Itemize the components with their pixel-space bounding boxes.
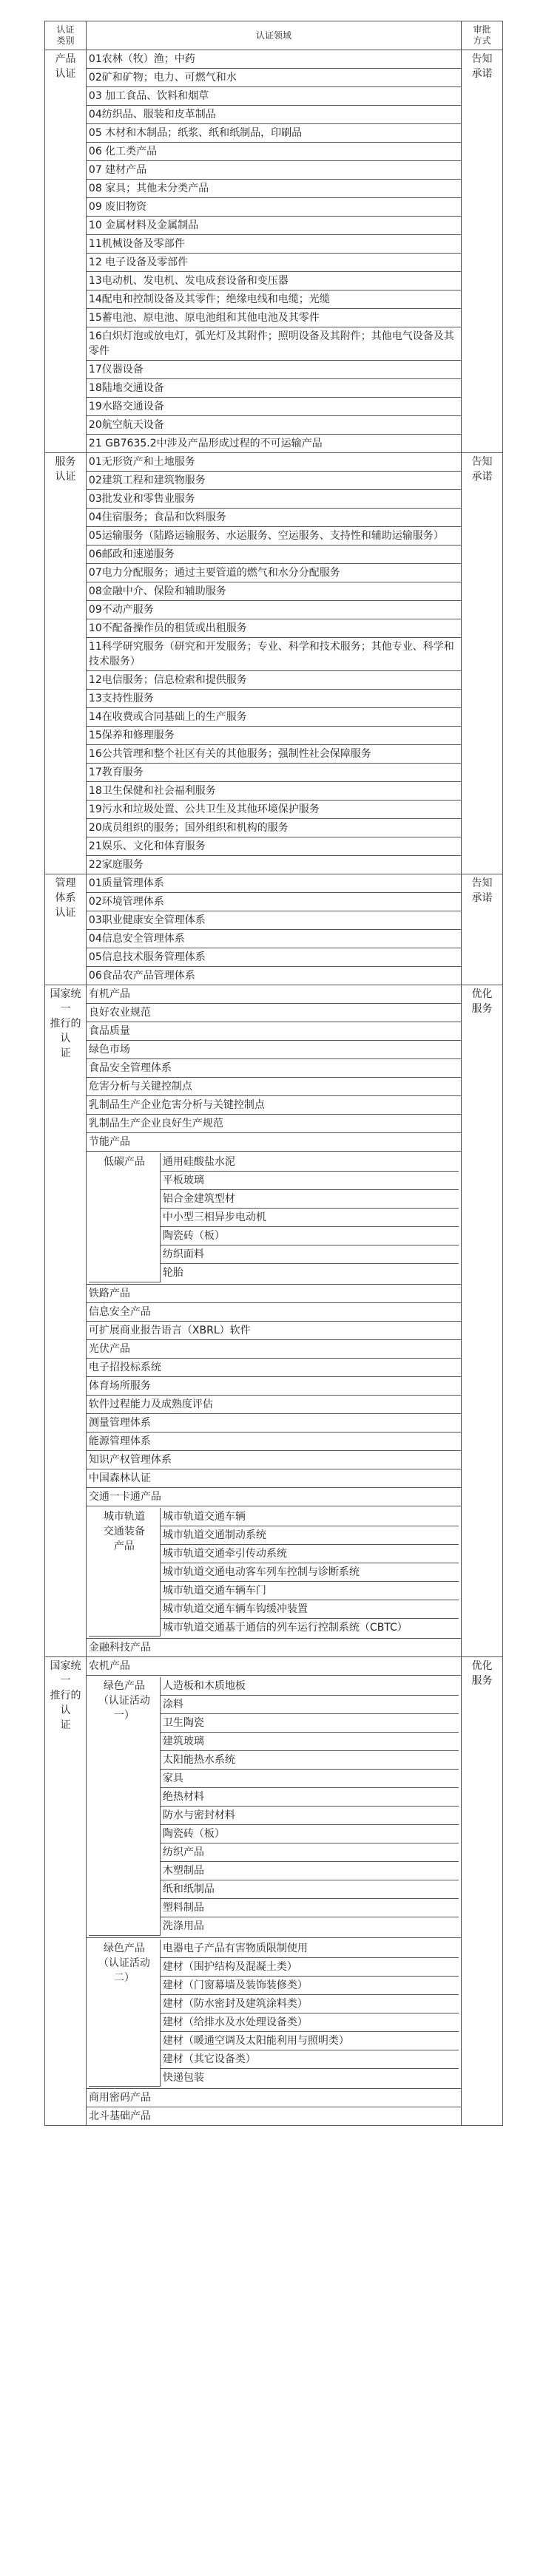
product-item: 05 木材和木制品；纸浆、纸和纸制品，印刷品 bbox=[86, 124, 461, 143]
national1-rail-subitem: 城市轨道交通车辆车钩缓冲装置 bbox=[160, 1600, 459, 1618]
service-item: 18卫生保健和社会福利服务 bbox=[86, 782, 461, 801]
national2-green1-subitem: 防水与密封材料 bbox=[160, 1807, 459, 1825]
service-item: 05运输服务（陆路运输服务、水运服务、空运服务、支持性和辅助运输服务） bbox=[86, 527, 461, 546]
national1-low_carbon-subrow bbox=[89, 1153, 459, 1172]
national1-low_carbon-subitem: 铝合金建筑型材 bbox=[160, 1190, 459, 1209]
national2-green1-subitem: 涂料 bbox=[160, 1696, 459, 1714]
service-item: 01无形资产和土地服务 bbox=[86, 453, 461, 472]
national1-row bbox=[45, 1450, 503, 1469]
national1-row bbox=[45, 1469, 503, 1487]
product-item: 06 化工类产品 bbox=[86, 143, 461, 161]
national2-green1-group-label: 绿色产品 （认证活动 一） bbox=[89, 1677, 161, 1935]
product-item: 03 加工食品、饮料和烟草 bbox=[86, 87, 461, 106]
national2-category: 国家统一 推行的认 证 bbox=[45, 1657, 87, 2126]
product-item: 08 家具；其他未分类产品 bbox=[86, 180, 461, 198]
certification-table bbox=[44, 21, 503, 2126]
service-item: 10不配备操作员的租赁或出租服务 bbox=[86, 619, 461, 638]
national2-green2-subitem: 建材（围护结构及混凝土类） bbox=[160, 1957, 459, 1976]
national1-rail-group-row bbox=[45, 1506, 503, 1639]
header-row bbox=[45, 21, 503, 50]
service-item: 04住宿服务；食品和饮料服务 bbox=[86, 509, 461, 527]
service-row bbox=[45, 619, 503, 638]
national1-item: 电子招投标系统 bbox=[86, 1358, 461, 1376]
management-row bbox=[45, 948, 503, 967]
product-row bbox=[45, 361, 503, 379]
product-item: 16白炽灯泡或放电灯，弧光灯及其附件；照明设备及其附件；其他电气设备及其零件 bbox=[86, 327, 461, 361]
national1-method: 优化 服务 bbox=[462, 985, 503, 1657]
national2-green1-subitem: 建筑玻璃 bbox=[160, 1733, 459, 1751]
national1-item: 可扩展商业报告语言（XBRL）软件 bbox=[86, 1321, 461, 1339]
product-item: 19水路交通设备 bbox=[86, 398, 461, 416]
header-method: 审批 方式 bbox=[462, 21, 503, 50]
management-row bbox=[45, 930, 503, 948]
management-item: 06食品农产品管理体系 bbox=[86, 967, 461, 985]
service-row bbox=[45, 837, 503, 856]
product-row bbox=[45, 290, 503, 309]
product-row bbox=[45, 379, 503, 398]
national1-rail-subitem: 城市轨道交通制动系统 bbox=[160, 1526, 459, 1544]
service-item: 03批发业和零售业服务 bbox=[86, 490, 461, 509]
national1-item: 乳制品生产企业危害分析与关键控制点 bbox=[86, 1096, 461, 1115]
management-item: 01质量管理体系 bbox=[86, 874, 461, 893]
national1-item: 铁路产品 bbox=[86, 1284, 461, 1302]
national2-green1-subitem: 人造板和木质地板 bbox=[160, 1677, 459, 1696]
national2-method: 优化 服务 bbox=[462, 1657, 503, 2126]
management-row bbox=[45, 911, 503, 930]
national1-item: 体育场所服务 bbox=[86, 1376, 461, 1395]
product-item: 14配电和控制设备及其零件；绝缘电线和电缆；光缆 bbox=[86, 290, 461, 309]
national2-green1-subitem: 绝热材料 bbox=[160, 1788, 459, 1807]
service-item: 22家庭服务 bbox=[86, 856, 461, 874]
management-row bbox=[45, 893, 503, 911]
service-row bbox=[45, 764, 503, 782]
national1-item: 食品质量 bbox=[86, 1022, 461, 1041]
national1-row bbox=[45, 1395, 503, 1413]
product-item: 11机械设备及零部件 bbox=[86, 235, 461, 254]
national2-green2-group-cell bbox=[86, 1937, 461, 2089]
national1-rail-subrow bbox=[89, 1508, 459, 1526]
national2-green2-subitem: 电器电子产品有害物质限制使用 bbox=[160, 1940, 459, 1958]
service-row bbox=[45, 671, 503, 690]
national1-item: 交通一卡通产品 bbox=[86, 1487, 461, 1506]
product-row bbox=[45, 254, 503, 272]
management-item: 04信息安全管理体系 bbox=[86, 930, 461, 948]
national1-low_carbon-subitem: 通用硅酸盐水泥 bbox=[160, 1153, 459, 1172]
service-row bbox=[45, 546, 503, 564]
product-category: 产品 认证 bbox=[45, 50, 87, 453]
national1-item: 金融科技产品 bbox=[86, 1639, 461, 1657]
service-row bbox=[45, 582, 503, 601]
product-item: 15蓄电池、原电池、原电池组和其他电池及其零件 bbox=[86, 309, 461, 327]
national2-green1-subitem: 纺织产品 bbox=[160, 1843, 459, 1862]
national2-green2-subitem: 建材（暖通空调及太阳能利用与照明类） bbox=[160, 2031, 459, 2050]
national1-rail-group-label: 城市轨道 交通装备 产品 bbox=[89, 1508, 161, 1637]
national1-row bbox=[45, 1302, 503, 1321]
service-item: 15保养和修理服务 bbox=[86, 727, 461, 745]
national1-low_carbon-subitem: 平板玻璃 bbox=[160, 1172, 459, 1190]
service-item: 16公共管理和整个社区有关的其他服务；强制性社会保障服务 bbox=[86, 745, 461, 764]
national1-row bbox=[45, 1432, 503, 1450]
national1-row bbox=[45, 1358, 503, 1376]
service-row bbox=[45, 745, 503, 764]
product-row bbox=[45, 272, 503, 290]
national1-row bbox=[45, 1376, 503, 1395]
service-item: 07电力分配服务；通过主要管道的燃气和水分分配服务 bbox=[86, 564, 461, 582]
product-row bbox=[45, 50, 503, 69]
product-item: 09 废旧物资 bbox=[86, 198, 461, 217]
national2-item: 农机产品 bbox=[86, 1657, 461, 1676]
national1-row bbox=[45, 1133, 503, 1152]
service-row bbox=[45, 819, 503, 837]
product-item: 04纺织品、服装和皮革制品 bbox=[86, 106, 461, 124]
national2-green1-subitem: 太阳能热水系统 bbox=[160, 1751, 459, 1770]
service-row bbox=[45, 527, 503, 546]
product-row bbox=[45, 217, 503, 235]
national1-item: 危害分析与关键控制点 bbox=[86, 1078, 461, 1096]
management-item: 02环境管理体系 bbox=[86, 893, 461, 911]
product-item: 21 GB7635.2中涉及产品形成过程的不可运输产品 bbox=[86, 435, 461, 453]
national2-green1-subitem: 塑料制品 bbox=[160, 1899, 459, 1917]
national1-row bbox=[45, 1321, 503, 1339]
product-method: 告知 承诺 bbox=[462, 50, 503, 453]
product-row bbox=[45, 180, 503, 198]
national1-item: 绿色市场 bbox=[86, 1041, 461, 1059]
national1-item: 能源管理体系 bbox=[86, 1432, 461, 1450]
national2-item: 北斗基础产品 bbox=[86, 2107, 461, 2126]
national1-row bbox=[45, 1284, 503, 1302]
service-row bbox=[45, 601, 503, 619]
national2-green2-group-table bbox=[89, 1940, 459, 2087]
national2-green2-subitem: 快递包装 bbox=[160, 2068, 459, 2087]
product-row bbox=[45, 161, 503, 180]
service-row bbox=[45, 472, 503, 490]
product-row bbox=[45, 235, 503, 254]
national1-low_carbon-subitem: 中小型三相异步电动机 bbox=[160, 1209, 459, 1227]
product-row bbox=[45, 143, 503, 161]
service-method: 告知 承诺 bbox=[462, 453, 503, 874]
national1-row bbox=[45, 1041, 503, 1059]
national1-item: 良好农业规范 bbox=[86, 1004, 461, 1022]
national2-green1-subrow bbox=[89, 1677, 459, 1696]
national1-rail-group-table bbox=[89, 1508, 459, 1637]
service-item: 14在收费或合同基础上的生产服务 bbox=[86, 708, 461, 727]
product-row bbox=[45, 398, 503, 416]
product-row bbox=[45, 309, 503, 327]
national2-green1-subitem: 纸和纸制品 bbox=[160, 1880, 459, 1899]
national1-item: 节能产品 bbox=[86, 1133, 461, 1152]
national1-row bbox=[45, 1413, 503, 1432]
product-item: 18陆地交通设备 bbox=[86, 379, 461, 398]
product-row bbox=[45, 106, 503, 124]
national1-row bbox=[45, 1078, 503, 1096]
national1-item: 食品安全管理体系 bbox=[86, 1059, 461, 1078]
national1-rail-subitem: 城市轨道交通车辆车门 bbox=[160, 1581, 459, 1600]
service-row bbox=[45, 564, 503, 582]
national2-green1-subitem: 家具 bbox=[160, 1770, 459, 1788]
national1-item: 知识产权管理体系 bbox=[86, 1450, 461, 1469]
product-row bbox=[45, 327, 503, 361]
national1-row bbox=[45, 1059, 503, 1078]
national1-row bbox=[45, 1115, 503, 1133]
service-item: 19污水和垃圾处置、公共卫生及其他环境保护服务 bbox=[86, 801, 461, 819]
national2-green1-subitem: 陶瓷砖（板） bbox=[160, 1825, 459, 1843]
service-row bbox=[45, 708, 503, 727]
management-row bbox=[45, 967, 503, 985]
service-row bbox=[45, 690, 503, 708]
service-row bbox=[45, 509, 503, 527]
service-item: 02建筑工程和建筑物服务 bbox=[86, 472, 461, 490]
service-item: 06邮政和速递服务 bbox=[86, 546, 461, 564]
national1-item: 有机产品 bbox=[86, 985, 461, 1004]
product-item: 13电动机、发电机、发电成套设备和变压器 bbox=[86, 272, 461, 290]
national1-row bbox=[45, 1096, 503, 1115]
national2-green2-group-row bbox=[45, 1937, 503, 2089]
national2-green2-subitem: 建材（其它设备类） bbox=[160, 2050, 459, 2068]
product-item: 20航空航天设备 bbox=[86, 416, 461, 435]
national1-row bbox=[45, 1487, 503, 1506]
service-row bbox=[45, 801, 503, 819]
product-item: 02矿和矿物；电力、可燃气和水 bbox=[86, 69, 461, 87]
management-item: 03职业健康安全管理体系 bbox=[86, 911, 461, 930]
national1-category: 国家统一 推行的认 证 bbox=[45, 985, 87, 1657]
national1-item: 中国森林认证 bbox=[86, 1469, 461, 1487]
national1-row bbox=[45, 985, 503, 1004]
national2-green2-subitem: 建材（给排水及水处理设备类） bbox=[160, 2013, 459, 2031]
product-item: 12 电子设备及零部件 bbox=[86, 254, 461, 272]
product-row bbox=[45, 435, 503, 453]
service-item: 21娱乐、文化和体育服务 bbox=[86, 837, 461, 856]
national1-row bbox=[45, 1022, 503, 1041]
national1-low_carbon-group-label: 低碳产品 bbox=[89, 1153, 161, 1282]
national2-green1-group-cell bbox=[86, 1676, 461, 1938]
national2-green2-subitem: 建材（防水密封及建筑涂料类） bbox=[160, 1994, 459, 2013]
national2-green2-group-label: 绿色产品 （认证活动 二） bbox=[89, 1940, 161, 2087]
product-row bbox=[45, 124, 503, 143]
product-row bbox=[45, 69, 503, 87]
product-item: 17仪器设备 bbox=[86, 361, 461, 379]
national2-row bbox=[45, 2089, 503, 2107]
service-row bbox=[45, 782, 503, 801]
management-method: 告知 承诺 bbox=[462, 874, 503, 985]
national2-green1-group-row bbox=[45, 1676, 503, 1938]
national1-row bbox=[45, 1339, 503, 1358]
national1-rail-subitem: 城市轨道交通电动客车列车控制与诊断系统 bbox=[160, 1563, 459, 1581]
management-category: 管理 体系 认证 bbox=[45, 874, 87, 985]
national1-row bbox=[45, 1004, 503, 1022]
service-item: 13支持性服务 bbox=[86, 690, 461, 708]
service-row bbox=[45, 856, 503, 874]
national1-item: 测量管理体系 bbox=[86, 1413, 461, 1432]
product-item: 07 建材产品 bbox=[86, 161, 461, 180]
national1-rail-subitem: 城市轨道交通基于通信的列车运行控制系统（CBTC） bbox=[160, 1618, 459, 1637]
national1-low_carbon-group-table bbox=[89, 1153, 459, 1282]
national1-rail-group-cell bbox=[86, 1506, 461, 1639]
service-row bbox=[45, 490, 503, 509]
national1-rail-subitem: 城市轨道交通牵引传动系统 bbox=[160, 1544, 459, 1563]
product-item: 01农林（牧）渔；中药 bbox=[86, 50, 461, 69]
service-item: 11科学研究服务（研究和开发服务；专业、科学和技术服务；其他专业、科学和技术服务） bbox=[86, 638, 461, 671]
national2-item: 商用密码产品 bbox=[86, 2089, 461, 2107]
national2-green2-subrow bbox=[89, 1940, 459, 1958]
service-item: 09不动产服务 bbox=[86, 601, 461, 619]
header-field: 认证领域 bbox=[86, 21, 461, 50]
national2-green1-subitem: 卫生陶瓷 bbox=[160, 1714, 459, 1733]
national1-item: 信息安全产品 bbox=[86, 1302, 461, 1321]
national1-rail-subitem: 城市轨道交通车辆 bbox=[160, 1508, 459, 1526]
service-row bbox=[45, 727, 503, 745]
service-category: 服务 认证 bbox=[45, 453, 87, 874]
national2-row bbox=[45, 2107, 503, 2126]
national2-green1-subitem: 洗涤用品 bbox=[160, 1917, 459, 1936]
service-item: 17教育服务 bbox=[86, 764, 461, 782]
national2-row bbox=[45, 1657, 503, 1676]
national1-row bbox=[45, 1639, 503, 1657]
product-row bbox=[45, 416, 503, 435]
national2-green1-subitem: 木塑制品 bbox=[160, 1862, 459, 1880]
header-category: 认证 类别 bbox=[45, 21, 87, 50]
service-item: 20成员组织的服务；国外组织和机构的服务 bbox=[86, 819, 461, 837]
national1-item: 光伏产品 bbox=[86, 1339, 461, 1358]
service-item: 12电信服务；信息检索和提供服务 bbox=[86, 671, 461, 690]
national1-low_carbon-subitem: 陶瓷砖（板） bbox=[160, 1227, 459, 1245]
service-row bbox=[45, 638, 503, 671]
service-item: 08金融中介、保险和辅助服务 bbox=[86, 582, 461, 601]
national1-item: 软件过程能力及成熟度评估 bbox=[86, 1395, 461, 1413]
national2-green1-group-table bbox=[89, 1677, 459, 1936]
product-item: 10 金属材料及金属制品 bbox=[86, 217, 461, 235]
national2-green2-subitem: 建材（门窗幕墙及装饰装修类） bbox=[160, 1976, 459, 1994]
national1-low_carbon-subitem: 轮胎 bbox=[160, 1264, 459, 1282]
management-row bbox=[45, 874, 503, 893]
product-row bbox=[45, 87, 503, 106]
national1-low_carbon-group-row bbox=[45, 1152, 503, 1285]
management-item: 05信息技术服务管理体系 bbox=[86, 948, 461, 967]
national1-item: 乳制品生产企业良好生产规范 bbox=[86, 1115, 461, 1133]
national1-low_carbon-group-cell bbox=[86, 1152, 461, 1285]
product-row bbox=[45, 198, 503, 217]
service-row bbox=[45, 453, 503, 472]
national1-low_carbon-subitem: 纺织面料 bbox=[160, 1245, 459, 1264]
